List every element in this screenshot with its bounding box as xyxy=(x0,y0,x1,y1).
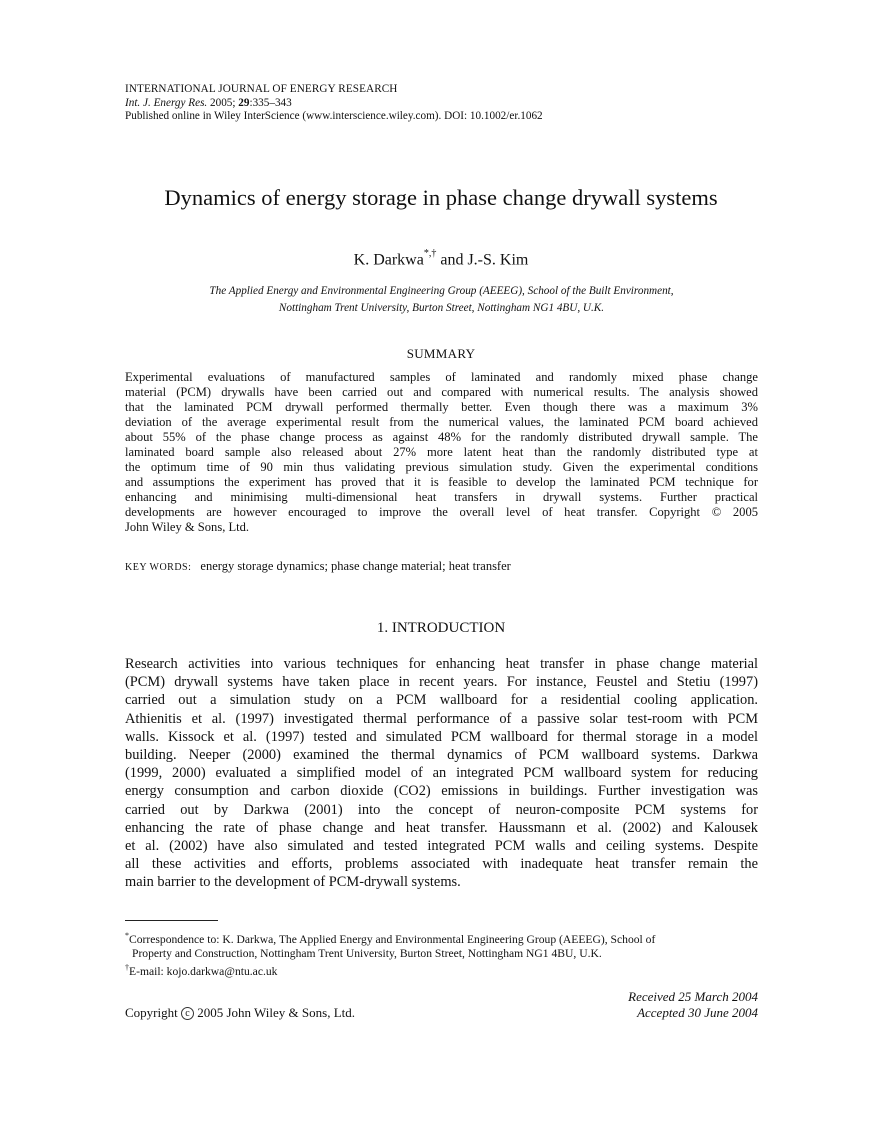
copyright-notice xyxy=(125,1005,525,1021)
publication-info: Published online in Wiley InterScience (www.interscience.wiley.com). DOI: 10.1002/er.1062 xyxy=(125,110,543,122)
author-kim: and J.-S. Kim xyxy=(436,251,529,269)
body-line: energy consumption and carbon dioxide (CO2) emissions in buildings. Further investigation was xyxy=(125,783,758,800)
copyright-suffix: 2005 John Wiley & Sons, Ltd. xyxy=(193,1005,356,1020)
keywords-text: energy storage dynamics; phase change material; heat transfer xyxy=(200,559,511,573)
body-line: carried out by Darkwa (2001) into the concept of neuron-composite PCM systems for xyxy=(125,801,758,818)
body-line: walls. Kissock et al. (1997) tested and simulated PCM wallboard for thermal storage in a model xyxy=(125,728,758,745)
correspondence-text-cont: Property and Construction, Nottingham Trent University, Burton Street, Nottingham NG1 4BU, U.K. xyxy=(132,946,602,960)
journal-name: INTERNATIONAL JOURNAL OF ENERGY RESEARCH xyxy=(125,83,398,95)
abstract-line: material (PCM) drywalls have been carried out and compared with numerical results. The analysis showed xyxy=(125,384,758,399)
correspondence-footnote xyxy=(125,929,758,947)
summary-heading: SUMMARY xyxy=(406,346,476,361)
affiliation xyxy=(125,283,758,317)
keywords xyxy=(125,558,758,576)
copyright-prefix: Copyright xyxy=(125,1005,181,1020)
copyright-symbol: c xyxy=(181,1007,194,1020)
footnotes xyxy=(125,929,758,979)
author-list xyxy=(0,245,882,271)
email-footnote xyxy=(125,961,758,979)
author-footnote-marks: *,† xyxy=(423,248,437,259)
author-darkwa: K. Darkwa xyxy=(353,251,424,269)
body-line: Athienitis et al. (1997) investigated thermal performance of a passive solar test-room with PCM xyxy=(125,710,758,727)
citation-year: 2005; xyxy=(207,96,239,109)
abstract-line: the optimum time of 90 min thus validating previous simulation study. Given the experimental conditions xyxy=(125,459,758,474)
journal-header xyxy=(125,83,765,124)
footnote-mark: * xyxy=(125,931,129,940)
body-line: Research activities into various techniques for enhancing heat transfer in phase change material xyxy=(125,656,758,672)
abstract-line: developments are however encouraged to improve the overall level of heat transfer. Copyright © 2005 xyxy=(125,504,758,519)
body-line: et al. (2002) have also simulated and tested integrated PCM walls and ceiling systems. Despite xyxy=(125,838,758,855)
abstract-line: deviation of the average experimental result from the numerical values, the laminated PCM board achieved xyxy=(125,414,758,429)
abstract-line: John Wiley & Sons, Ltd. xyxy=(125,519,250,534)
body-line: all these activities and efforts, problems associated with inadequate heat transfer remain the xyxy=(125,856,758,873)
body-line: building. Neeper (2000) examined the thermal dynamics of PCM wallboard systems. Darkwa xyxy=(125,747,758,764)
body-line: main barrier to the development of PCM-drywall systems. xyxy=(125,874,461,891)
affiliation-line: Nottingham Trent University, Burton Street, Nottingham NG1 4BU, U.K. xyxy=(278,302,605,314)
abstract-line: about 55% of the phase change process as against 48% for the randomly distributed drywall sample. The xyxy=(125,429,758,444)
body-line: (1999, 2000) evaluated a simplified model of an integrated PCM wallboard system for reducing xyxy=(125,765,758,782)
keywords-label: KEY WORDS: xyxy=(125,562,192,573)
citation-volume: 29 xyxy=(238,96,250,109)
body-line: (PCM) drywall systems have taken place in recent years. For instance, Feustel and Stetiu (1997) xyxy=(125,674,758,691)
email-text: E-mail: kojo.darkwa@ntu.ac.uk xyxy=(129,964,278,978)
footnote-divider xyxy=(125,920,218,921)
section-heading-introduction: 1. INTRODUCTION xyxy=(376,620,506,636)
received-date: Received 25 March 2004 xyxy=(628,989,758,1004)
body-line: carried out a simulation study on a PCM wallboard for a residential cooling application. xyxy=(125,692,758,709)
abstract-line: that the laminated PCM drywall performed thermally better. Even though there was a maximum 3% xyxy=(125,399,758,414)
journal-citation xyxy=(125,97,765,111)
body-line: enhancing the rate of phase change and heat transfer. Haussmann et al. (2002) and Kalousek xyxy=(125,819,758,836)
citation-pages: :335–343 xyxy=(249,96,292,109)
introduction-body xyxy=(125,655,758,892)
abstract-line: and assumptions the experiment has proved that it is feasible to develop the laminated PCM technique for xyxy=(125,474,758,489)
journal-abbrev: Int. J. Energy Res. xyxy=(125,96,208,109)
footnote-mark: † xyxy=(125,962,129,972)
abstract-line: enhancing and minimising multi-dimensional heat transfers in drywall systems. Further practical xyxy=(125,489,758,504)
abstract-line: Experimental evaluations of manufactured samples of laminated and randomly mixed phase change xyxy=(125,370,758,384)
abstract xyxy=(125,370,758,535)
correspondence-text: Correspondence to: K. Darkwa, The Applied Energy and Environmental Engineering Group (AEEEG), School of xyxy=(129,932,656,946)
article-title: Dynamics of energy storage in phase change drywall systems xyxy=(164,185,718,210)
accepted-date: Accepted 30 June 2004 xyxy=(637,1005,758,1020)
affiliation-line: The Applied Energy and Environmental Engineering Group (AEEEG), School of the Built Environment, xyxy=(209,285,674,297)
abstract-line: laminated board sample also released about 27% more latent heat than the randomly distributed type at xyxy=(125,444,758,459)
